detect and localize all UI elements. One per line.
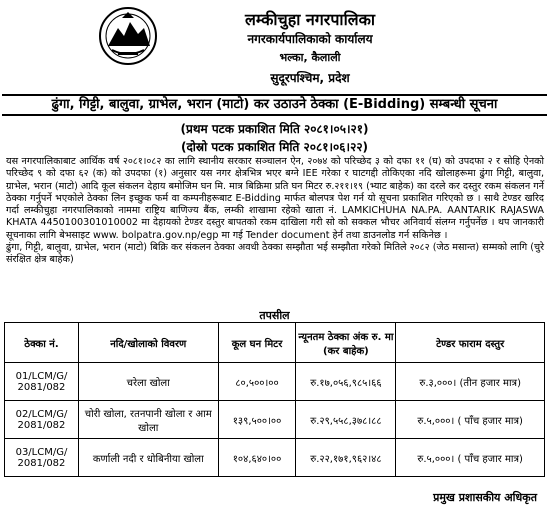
table-row [5, 439, 545, 477]
org-name: लम्कीचुहा नगरपालिका [244, 10, 376, 29]
contract-no: 01/LCM/G/ 2081/082 [5, 363, 79, 401]
body-paragraph-2: ढुंगा, गिट्टी, बालुवा, ग्राभेल, भरान (माटो) बिक्रि कर संकलन ठेक्का अवधी ठेक्का सम्झौता भई सम्झौता गरेको मितिले २०८२ (जेठ मसान्त) सम्मको लागि (चुरे संरक्षित क्षेत्र बाहेक) [6, 242, 544, 266]
office-name: नगरकार्यपालिकाको कार्यालय [247, 32, 373, 46]
body-paragraph-1: यस नगरपालिकाबाट आर्थिक वर्ष २०८१।०८२ का लागि स्थानीय सरकार सञ्चालन ऐन, २०७४ को परिच्छेद ३ को दफा ११ (घ) को उपदफा २ र सोहि ऐनको परिच्छेद ९ को दफा ६२ (क) को उपदफा (१) अनुसार यस नगर क्षेत्रभित्र भएर बग्ने IEE गरेका र घाटगद्दी तोकिएका नदि खोलाहरूमा ढुंगा गिट्टी, बालुवा, ग्राभेल, भरान (माटो) आदि कूल संकलन देहाय बमोजिम घन मि. मात्र बिक्रिमा प्रति घन मिटर रु.२११।१९ (भ्याट बाहेक) का दरले कर दस्तुर रकम संकलन गर्ने ठेक्का गर्नुपर्ने भएकोले ठेक्का लिन इच्छुक फर्म वा कम्पनीहरूबाट E-Bidding मार्फत बोलपत्र पेश गर्न यो सूचना प्रकाशित गरिएको छ । साथै टेण्डर खरिद गर्दा लम्कीचुहा नगरपालिकाको नाममा राष्ट्रिय बाणिज्य बैंक, लम्की शाखामा रहेको खाता नं. LAMKICHUHA NA.PA. AANTARIK RAJASWA KHATA 4450100301010002 मा देहायको टेण्डर दस्तुर बापतको रकम दाखिला गरी सो को सक्कल भौचर अनिवार्य संलग्न गर्नुपर्नेछ । थप जानकारी सूचनाका लागि बेभसाइट www. bolpatra.gov.np/egp मा गई Tender document हेर्न तथा डाउनलोड गर्न सकिनेछ । [6, 156, 544, 241]
signatory-title: प्रमुख प्रशासकीय अधिकृत [433, 491, 537, 504]
minimum-amount: रु.१७,०५६,९८५।६६ [296, 363, 396, 401]
table-row [5, 401, 545, 439]
header-tender-fee: टेण्डर फाराम दस्तुर [396, 323, 545, 363]
river-details: कर्णाली नदी र धोबिनीया खोला [78, 439, 218, 477]
header-contract-no: ठेक्का नं. [5, 323, 79, 363]
notice-body [6, 156, 544, 267]
minimum-amount: रु.२२,१७१,९६२।४८ [296, 439, 396, 477]
municipality-emblem-icon [98, 6, 158, 66]
tender-fee: रु.५,०००। ( पाँच हजार मात्र) [396, 439, 545, 477]
table-header-row [5, 323, 545, 363]
province-name: सुदूरपश्चिम, प्रदेश [270, 71, 350, 85]
notice-title: ढुंगा, गिट्टी, बालुवा, ग्राभेल, भरान (माटो) कर उठाउने ठेक्का (E-Bidding) सम्बन्धी सूचना [2, 94, 547, 116]
table-row [5, 363, 545, 401]
tender-table [4, 322, 545, 477]
minimum-amount: रु.२९,५५८,३७८।८८ [296, 401, 396, 439]
river-details: चोरी खोला, रतनपानी खोला र आम खोला [78, 401, 218, 439]
header-river-details: नदि/खोलाको विवरण [78, 323, 218, 363]
second-publication-date: (दोस्रो पटक प्रकाशित मिति २०८१।०६।२२) [180, 140, 369, 154]
table-caption: तपसील [259, 309, 290, 322]
tender-fee: रु.५,०००। ( पाँच हजार मात्र) [396, 401, 545, 439]
total-cubic-meter: ८०,५००।०० [218, 363, 296, 401]
header-minimum-amount: न्यूनतम ठेक्का अंक रु. मा (कर बाहेक) [296, 323, 396, 363]
total-cubic-meter: १३९,५००।०० [218, 401, 296, 439]
letterhead [0, 0, 549, 92]
office-location: भल्का, कैलाली [279, 51, 341, 64]
contract-no: 03/LCM/G/ 2081/082 [5, 439, 79, 477]
contract-no: 02/LCM/G/ 2081/082 [5, 401, 79, 439]
total-cubic-meter: १०४,६४०।०० [218, 439, 296, 477]
header-total-cubic-meter: कूल घन मिटर [218, 323, 296, 363]
river-details: चरेला खोला [78, 363, 218, 401]
tender-fee: रु.३,०००। (तीन हजार मात्र) [396, 363, 545, 401]
first-publication-date: (प्रथम पटक प्रकाशित मिति २०८१।०५।२१) [180, 122, 369, 136]
